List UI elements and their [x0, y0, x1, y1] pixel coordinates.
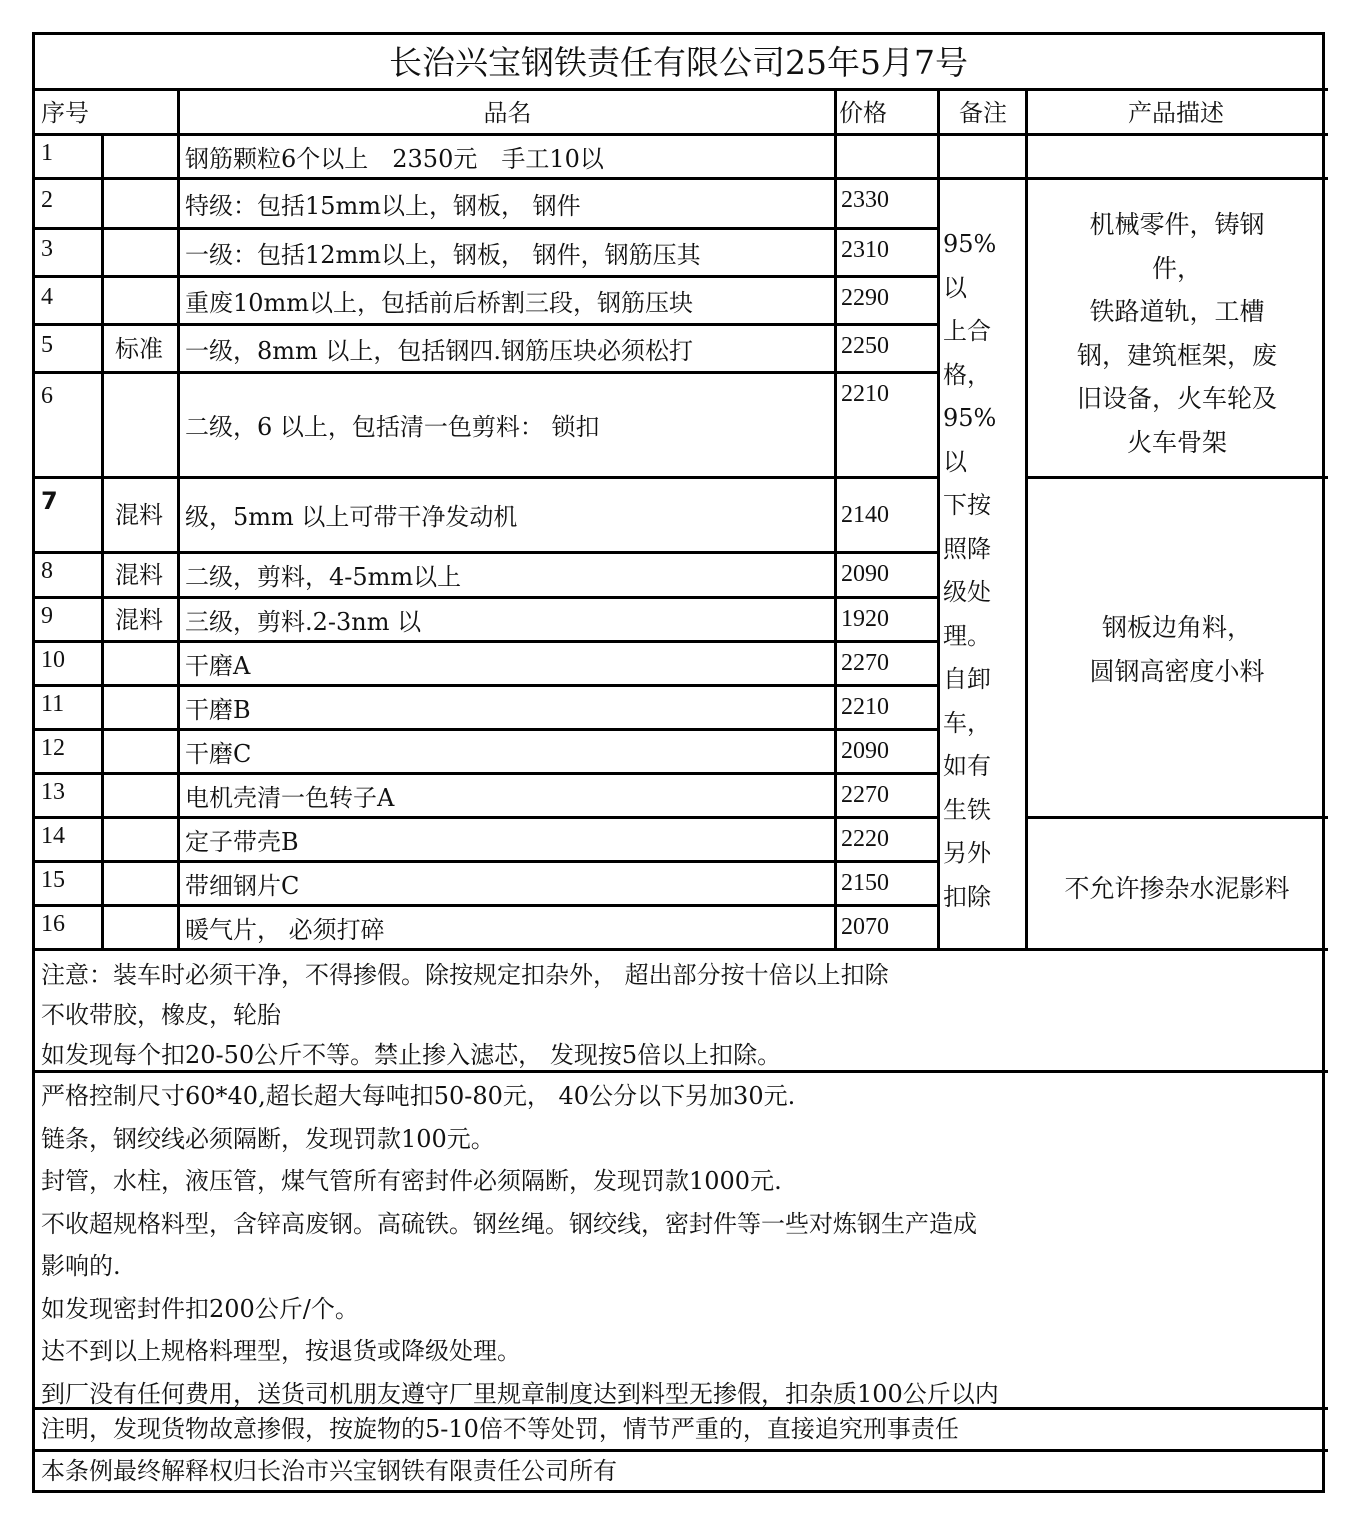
row-price: 2270 [841, 650, 889, 676]
row-seq: 8 [41, 558, 53, 584]
note-line: 到厂没有任何费用，送货司机朋友遵守厂里规章制度达到料型无掺假，扣杂质100公斤以内 [41, 1379, 999, 1408]
note-line: 达不到以上规格料理型，按退货或降级处理。 [41, 1337, 521, 1365]
row-seq: 9 [41, 602, 53, 629]
divider [35, 772, 939, 775]
row-seq: 10 [41, 646, 65, 673]
description-cell-2 [1031, 606, 1323, 693]
divider [35, 551, 939, 554]
row-name: 重废10mm以上，包括前后桥割三段，钢筋压块 [185, 288, 694, 317]
divider [834, 88, 837, 948]
note-line: 封管，水柱，液压管，煤气管所有密封件必须隔断，发现罚款1000元. [41, 1167, 782, 1195]
statement: 注明，发现货物故意掺假，按旋物的5-10倍不等处罚，情节严重的，直接追究刑事责任 [41, 1415, 959, 1443]
divider [35, 948, 1328, 951]
divider [35, 860, 939, 863]
description-line: 钢，建筑框架，废 [1076, 340, 1277, 370]
row-price: 2090 [841, 738, 889, 764]
description-line: 机械零件，铸钢 [1089, 210, 1265, 239]
row-price: 1920 [841, 606, 889, 632]
row-price: 2150 [841, 870, 889, 896]
row-seq: 12 [41, 734, 65, 761]
remark-line: 照降 [943, 534, 991, 563]
divider [35, 88, 1328, 91]
row-name: 干磨A [185, 651, 251, 680]
divider [35, 816, 939, 819]
divider [35, 227, 939, 230]
row-seq: 11 [41, 690, 65, 717]
row-price: 2210 [841, 694, 889, 720]
note-line: 注意：装车时必须干净，不得掺假。除按规定扣杂外， 超出部分按十倍以上扣除 [41, 961, 889, 989]
description-line: 钢板边角料， [1101, 613, 1252, 642]
remark-line: 扣除 [943, 882, 991, 911]
divider [35, 904, 939, 907]
description-line: 旧设备，火车轮及 [1076, 384, 1277, 413]
divider [35, 275, 939, 278]
remark-line: 95% [943, 404, 997, 432]
note-line: 不收超规格料型，含锌高废钢。高硫铁。钢丝绳。钢绞线，密封件等一些对炼钢生产造成 [41, 1209, 977, 1238]
remark-line: 上合 [943, 317, 991, 345]
divider [35, 177, 1328, 180]
row-name: 定子带壳B [185, 827, 299, 856]
description-cell-3 [1031, 867, 1323, 911]
remark-line: 自卸 [943, 665, 991, 693]
divider [1027, 476, 1328, 479]
remark-line: 理。 [943, 621, 991, 650]
row-name: 级，5mm 以上可带干净发动机 [185, 503, 518, 531]
description-line: 铁路道轨，工槽 [1089, 297, 1265, 326]
row-price: 2330 [841, 187, 889, 213]
header-name: 品名 [483, 99, 532, 127]
description-line: 圆钢高密度小料 [1089, 656, 1265, 686]
description-cell-1 [1031, 203, 1323, 464]
header-price: 价格 [839, 99, 887, 127]
row-name: 带细钢片C [185, 871, 300, 900]
note-line: 影响的. [41, 1252, 121, 1280]
row-name: 干磨C [185, 739, 252, 768]
row-price: 2220 [841, 826, 889, 852]
divider [101, 133, 104, 948]
row-seq: 16 [41, 910, 65, 937]
row-price: 2090 [841, 561, 889, 587]
row-seq: 4 [41, 283, 53, 310]
notes-block-2 [41, 1075, 999, 1415]
row-seq: 13 [41, 778, 65, 805]
page-title: 长治兴宝钢铁责任有限公司25年5月7号 [389, 43, 968, 82]
divider [35, 133, 1328, 136]
row-name: 三级，剪料.2-3nm 以 [185, 607, 422, 636]
row-name: 暖气片， 必须打碎 [185, 915, 385, 944]
remark-line: 以 [943, 447, 967, 476]
remark-line: 95% [943, 230, 997, 258]
row-seq: 3 [41, 235, 53, 262]
row-price: 2310 [841, 237, 889, 263]
note-line: 不收带胶，橡皮，轮胎 [41, 1001, 281, 1029]
row-seq: 6 [41, 383, 53, 409]
row-seq: 5 [41, 331, 53, 358]
row-seq: 2 [41, 186, 53, 213]
divider [35, 684, 939, 687]
price-sheet [32, 32, 1325, 1493]
row-name: 二级，剪料，4-5mm以上 [185, 563, 462, 591]
divider [35, 371, 939, 374]
row-name: 电机壳清一色转子A [185, 783, 395, 812]
remark-line: 下按 [943, 491, 991, 519]
remark-line: 格， [943, 360, 991, 389]
remark-line: 车， [943, 708, 991, 737]
remark-line: 以 [943, 273, 967, 302]
divider [177, 88, 180, 948]
row-category: 混料 [115, 501, 163, 529]
header-remark: 备注 [959, 99, 1007, 127]
row-seq: 14 [41, 822, 65, 849]
divider [35, 728, 939, 731]
note-line: 严格控制尺寸60*40,超长超大每吨扣50-80元， 40公分以下另加30元. [41, 1082, 796, 1110]
description-line: 件， [1151, 253, 1202, 283]
row-seq: 15 [41, 866, 65, 893]
row-name: 干磨B [185, 695, 251, 724]
remark-cell [943, 223, 1003, 919]
row-seq: 7 [41, 487, 58, 515]
divider [1025, 88, 1028, 948]
remark-line: 如有 [943, 752, 991, 780]
note-line: 如发现密封件扣200公斤/个。 [41, 1294, 359, 1323]
description-line: 火车骨架 [1126, 427, 1227, 457]
row-price: 2210 [841, 381, 889, 407]
row-name: 二级，6 以上，包括清一色剪料： 锁扣 [185, 413, 600, 441]
row-price: 2070 [841, 914, 889, 940]
description-line: 不允许掺杂水泥影料 [1064, 874, 1290, 903]
row-name: 一级，8mm 以上，包括钢四.钢筋压块必须松打 [185, 336, 694, 365]
row-name: 一级：包括12mm以上，钢板， 钢件，钢筋压其 [185, 240, 701, 269]
notes-block-1 [41, 955, 889, 1075]
divider [35, 596, 939, 599]
row-name: 特级：包括15mm以上，钢板， 钢件 [185, 191, 581, 220]
row-category: 混料 [115, 605, 163, 634]
row-price: 2270 [841, 782, 889, 808]
divider [937, 88, 940, 948]
row-price: 2290 [841, 285, 889, 311]
note-line: 链条，钢绞线必须隔断，发现罚款100元。 [41, 1124, 495, 1153]
row-price: 2140 [841, 502, 889, 528]
remark-line: 级处 [943, 578, 991, 606]
header-description: 产品描述 [1128, 99, 1224, 127]
row-category: 标准 [115, 334, 163, 363]
divider [1027, 816, 1328, 819]
remark-line: 另外 [943, 839, 991, 867]
row-name: 钢筋颗粒6个以上 2350元 手工10以 [185, 144, 604, 173]
row-price: 2250 [841, 333, 889, 359]
final-clause: 本条例最终解释权归长治市兴宝钢铁有限责任公司所有 [41, 1457, 617, 1485]
remark-line: 生铁 [943, 795, 991, 824]
divider [35, 1449, 1328, 1452]
row-seq: 1 [41, 139, 53, 166]
row-category: 混料 [115, 561, 163, 589]
divider [35, 640, 939, 643]
header-seq: 序号 [41, 99, 89, 127]
note-line: 如发现每个扣20-50公斤不等。禁止掺入滤芯， 发现按5倍以上扣除。 [41, 1041, 782, 1069]
divider [35, 323, 939, 326]
divider [35, 476, 939, 479]
